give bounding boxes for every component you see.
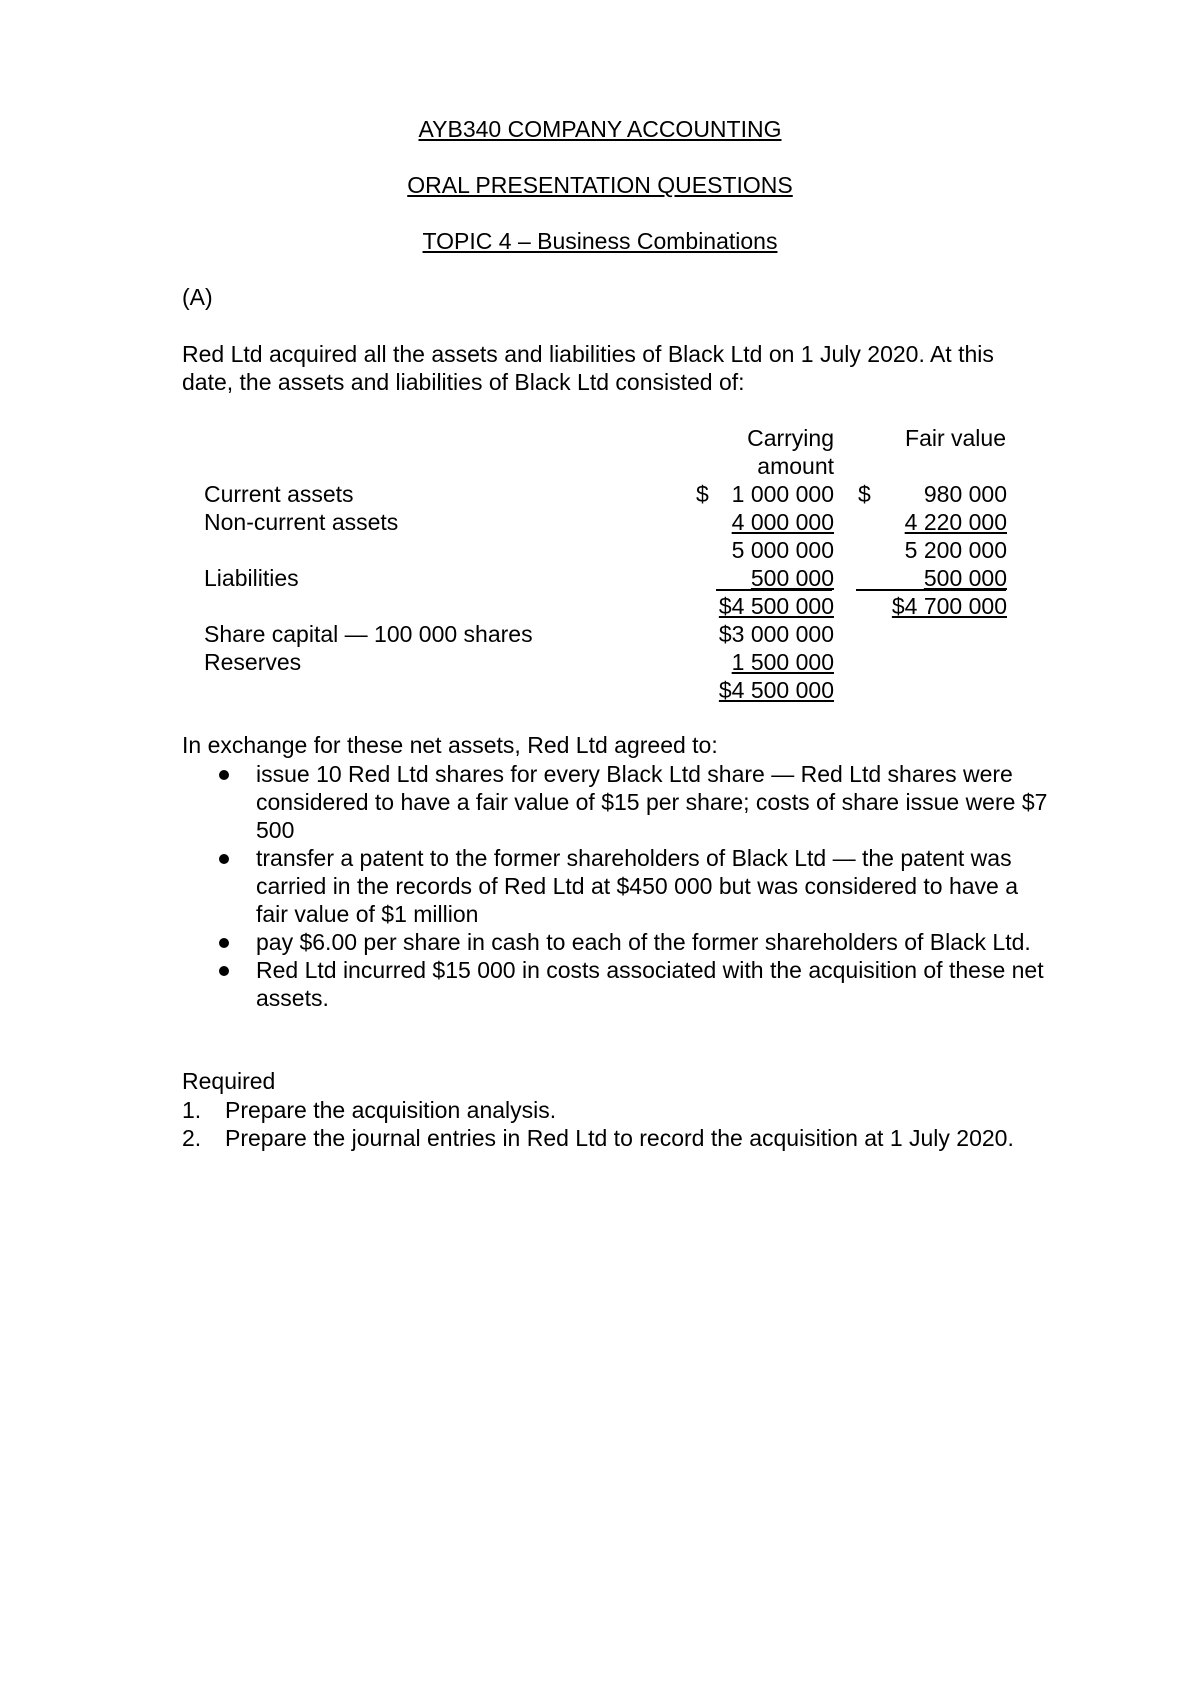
bullet-text: issue 10 Red Ltd shares for every Black Ltd share — Red Ltd shares were considered to have a fair value of $15 per share; costs of share issue were $7 500: [256, 761, 1048, 843]
fair-value: 4 220 000: [904, 509, 1007, 535]
list-item: [182, 844, 1052, 928]
bullet-icon: [219, 966, 229, 976]
bullet-icon: [219, 854, 229, 864]
dollar-sign: $: [858, 481, 871, 507]
list-item: [182, 760, 1052, 844]
row-label: Share capital — 100 000 shares: [204, 621, 533, 647]
carrying-value: $4 500 000: [718, 593, 834, 619]
row-label: Reserves: [204, 649, 302, 675]
document-subtitle: ORAL PRESENTATION QUESTIONS: [407, 172, 793, 198]
carrying-amount-header-line2: amount: [757, 453, 834, 479]
table-row: [204, 536, 1024, 564]
bullet-text: pay $6.00 per share in cash to each of the former shareholders of Black Ltd.: [256, 929, 1031, 955]
list-item: [182, 928, 1052, 956]
carrying-value: $4 500 000: [718, 677, 834, 703]
dollar-sign: $: [696, 481, 709, 507]
fair-value-header: Fair value: [905, 425, 1006, 451]
bullet-icon: [219, 938, 229, 948]
list-item: [182, 1096, 1052, 1124]
exchange-intro: In exchange for these net assets, Red Ltd agreed to:: [182, 732, 718, 758]
section-label: (A): [182, 284, 213, 310]
required-heading: Required: [182, 1068, 276, 1094]
carrying-value: $3 000 000: [718, 621, 834, 647]
intro-paragraph: Red Ltd acquired all the assets and liabilities of Black Ltd on 1 July 2020. At this date, the assets and liabilities of Black Ltd consisted of:: [182, 341, 994, 395]
course-title: AYB340 COMPANY ACCOUNTING: [418, 116, 782, 142]
item-text: Prepare the acquisition analysis.: [225, 1097, 557, 1123]
consideration-list: [182, 760, 1052, 1012]
required-list: [182, 1096, 1052, 1152]
underline-rule: [856, 589, 1006, 591]
carrying-amount-header-line1: Carrying: [747, 425, 834, 451]
carrying-value: 1 500 000: [731, 649, 834, 675]
row-label: Non-current assets: [204, 509, 399, 535]
fair-value: $4 700 000: [891, 593, 1007, 619]
table-row: [204, 508, 1024, 536]
bullet-text: transfer a patent to the former shareholders of Black Ltd — the patent was carried in the records of Red Ltd at $450 000 but was considered to have a fair value of $1 million: [256, 845, 1019, 927]
bullet-icon: [219, 770, 229, 780]
row-label: Current assets: [204, 481, 354, 507]
table-row: [204, 676, 1024, 704]
carrying-value: 4 000 000: [731, 509, 834, 535]
topic-title: TOPIC 4 – Business Combinations: [422, 228, 778, 254]
table-row: [204, 592, 1024, 620]
item-number: 1.: [182, 1097, 202, 1123]
table-row: [204, 480, 1024, 508]
item-number: 2.: [182, 1125, 202, 1151]
carrying-value: 5 000 000: [731, 537, 834, 563]
table-row: [204, 620, 1024, 648]
item-text: Prepare the journal entries in Red Ltd to record the acquisition at 1 July 2020.: [225, 1125, 1014, 1151]
underline-rule: [716, 589, 832, 591]
row-label: Liabilities: [204, 565, 299, 591]
fair-value: 5 200 000: [904, 537, 1007, 563]
carrying-value: 500 000: [750, 565, 834, 591]
table-row: [204, 648, 1024, 676]
carrying-value: 1 000 000: [731, 481, 834, 507]
table-row: [204, 564, 1024, 592]
bullet-text: Red Ltd incurred $15 000 in costs associated with the acquisition of these net assets.: [256, 957, 1044, 1011]
list-item: [182, 956, 1052, 1012]
fair-value: 980 000: [923, 481, 1007, 507]
list-item: [182, 1124, 1052, 1152]
fair-value: 500 000: [923, 565, 1007, 591]
